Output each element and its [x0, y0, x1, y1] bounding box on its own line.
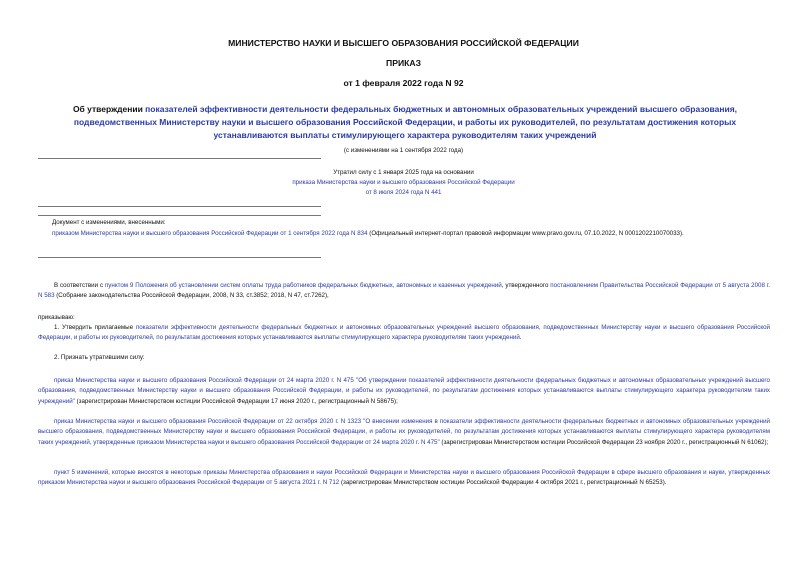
repealed-link[interactable]: пункт 5 изменений, которые вносятся в некоторые приказы Министерства образования и науки Российской Федерации и Министерства науки и высшего образования Российской Федерации в сфере высшего образования и науки, утвержденных приказом Министерства науки и высшего образования Российской Федерации от 5 августа 2021 г. N 712 — [38, 469, 770, 487]
repealed-link[interactable]: приказ Министерства науки и высшего образования Российской Федерации от 24 марта 2020 г. N 475 "Об утверждении показателей эффективности деятельности федеральных бюджетных и автономных образовательных учреждений высшего образования, подведомственных Министерству науки и высшего образования Российской Федерации, и работы их руководителей, по результатам достижения которых устанавливаются выплаты стимулирующего характера руководителям таких учреждений" — [38, 377, 770, 405]
repealed-registration: (зарегистрирован Министерством юстиции Российской Федерации 4 октября 2021 г., регистрационный N 65253). — [339, 479, 667, 487]
preamble-text: В соответствии с — [54, 282, 105, 289]
document-title — [60, 103, 750, 142]
divider — [38, 206, 321, 207]
expired-line-1: Утратил силу с 1 января 2025 года на основании — [333, 169, 474, 176]
preamble-link-resolution[interactable]: постановлением Правительства Российской Федерации от 5 августа 2008 г. N 583 — [38, 282, 770, 300]
changes-label: Документ с изменениями, внесенными: — [52, 219, 166, 226]
item-1-text: 1. Утвердить прилагаемые — [54, 324, 136, 331]
order-word: приказываю: — [38, 314, 75, 321]
title-link[interactable]: показателей эффективности деятельности федеральных бюджетных и автономных образовательных учреждений высшего образования, подведомственных Министерству науки и высшего образования Российской Федерации, и работы их руководителей, по результатам достижения которых устанавливаются выплаты стимулирующего характера руководителям таких учреждений — [73, 104, 738, 140]
title-prefix: Об утверждении — [72, 104, 146, 114]
changes-entry — [52, 229, 770, 240]
amendments-note: (с изменениями на 1 сентября 2022 года) — [343, 147, 464, 154]
changes-source: (Официальный интернет-портал правовой информации www.pravo.gov.ru, 07.10.2022, N 0001202210070033). — [367, 230, 684, 237]
divider — [38, 158, 321, 159]
preamble-text: (Собрание законодательства Российской Федерации, 2008, N 33, ст.3852; 2018, N 47, ст.7262), — [54, 292, 329, 300]
ministry-heading: МИНИСТЕРСТВО НАУКИ И ВЫСШЕГО ОБРАЗОВАНИЯ РОССИЙСКОЙ ФЕДЕРАЦИИ — [228, 38, 579, 48]
repealed-item — [38, 376, 770, 407]
divider — [38, 257, 321, 258]
repealed-registration: (зарегистрирован Министерством юстиции Российской Федерации 17 июня 2020 г., регистрационный N 58675); — [74, 397, 398, 405]
expired-link-line-2[interactable]: приказа Министерства науки и высшего образования Российской Федерации — [292, 179, 515, 186]
repealed-registration: (зарегистрирован Министерством юстиции Российской Федерации 23 ноября 2020 г., регистрационный N 61062); — [439, 438, 769, 446]
divider — [38, 215, 321, 216]
item-1-indicators-link[interactable]: показатели эффективности деятельности федеральных бюджетных и автономных образовательных учреждений высшего образования, подведомственных Министерству науки и высшего образования Российской Федерации, и работы их руководителей, по результатам достижения которых устанавливаются выплаты стимулирующего характера руководителям таких учреждений — [38, 324, 770, 342]
expired-link-line-3[interactable]: от 8 июля 2024 года N 441 — [365, 189, 442, 196]
doc-type-heading: ПРИКАЗ — [386, 58, 421, 68]
repealed-link[interactable]: приказ Министерства науки и высшего образования Российской Федерации от 22 октября 2020 г. N 1323 "О внесении изменения в показатели эффективности деятельности федеральных бюджетных и автономных образовательных учреждений высшего образования, подведомственных Министерству науки и высшего образования Российской Федерации, и работы их руководителей, по результатам достижения которых устанавливаются выплаты стимулирующего характера руководителям таких учреждений, утвержденные приказом Министерства науки и высшего образования Российской Федерации от 24 марта 2020 г. N 475" — [38, 418, 770, 446]
repealed-item — [38, 417, 770, 448]
date-number-heading: от 1 февраля 2022 года N 92 — [343, 78, 464, 88]
changes-link[interactable]: приказом Министерства науки и высшего образования Российской Федерации от 1 сентября 2022 года N 834 — [52, 230, 368, 237]
preamble-paragraph — [38, 281, 770, 302]
preamble-text: , утвержденного — [501, 282, 551, 289]
repealed-item — [38, 468, 770, 489]
item-1-text: . — [519, 334, 522, 342]
item-1-paragraph — [38, 323, 770, 344]
preamble-link-regulation[interactable]: пунктом 9 Положения об установлении систем оплаты труда работников федеральных бюджетных, автономных и казенных учреждений — [104, 282, 502, 289]
item-2-heading: 2. Признать утратившими силу: — [54, 354, 145, 361]
